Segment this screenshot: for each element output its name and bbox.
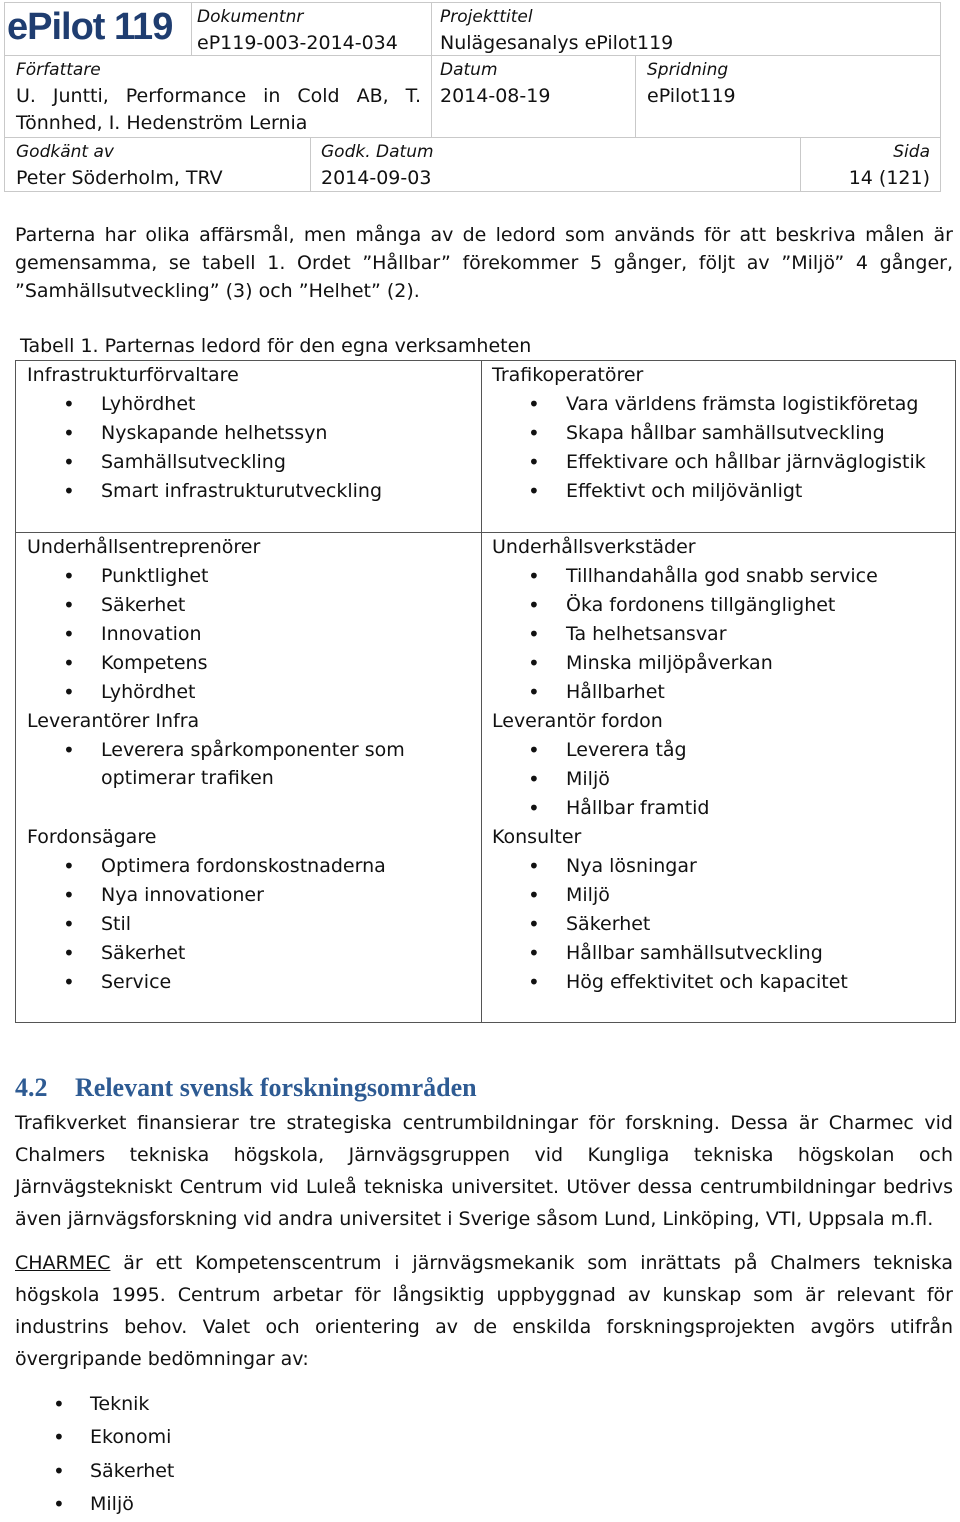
date-cell xyxy=(432,56,636,138)
research-paragraph: Trafikverket finansierar tre strategiska centrumbildningar för forskning. Dessa är Charmec vid Chalmers tekniska högskola, Järnvägsgruppen vid Kungliga tekniska högskolan och Järnvägstekniskt Centrum vid Luleå tekniska universitet. Utöver dessa centrumbildningar bedrivs även järnvägsforskning vid andra universitet i Sverige såsom Lund, Linköping, VTI, Uppsala m.fl. xyxy=(15,1112,953,1230)
group-title: Infrastrukturförvaltare xyxy=(27,364,239,386)
group-vehicle-supplier xyxy=(492,707,946,823)
approved-date-value: 2014-09-03 xyxy=(321,167,432,189)
list-item: • Minska miljöpåverkan xyxy=(492,649,946,678)
charmec-paragraph xyxy=(15,1247,953,1375)
list-item: • Effektivt och miljövänligt xyxy=(492,477,946,506)
project-title-label: Projekttitel xyxy=(440,7,533,27)
list-item: • Skapa hållbar samhällsutveckling xyxy=(492,419,946,448)
list-item: • Samhällsutveckling xyxy=(27,448,481,477)
list-item: • Säkerhet xyxy=(27,591,481,620)
list-item: • Smart infrastrukturutveckling xyxy=(27,477,481,506)
page-value: 14 (121) xyxy=(848,167,930,189)
list-item: • Ekonomi xyxy=(15,1421,174,1454)
doc-number-value: eP119-003-2014-034 xyxy=(197,32,398,54)
group-title: Leverantör fordon xyxy=(492,710,663,732)
group-title: Underhållsentreprenörer xyxy=(27,536,261,558)
group-train-operators xyxy=(492,361,946,506)
section-title: Relevant svensk forskningsområden xyxy=(75,1073,477,1102)
list-item: • Vara världens främsta logistikföretag xyxy=(492,390,946,419)
list-item: • Teknik xyxy=(15,1388,174,1421)
author-cell xyxy=(4,56,432,138)
author-value: U. Juntti, Performance in Cold AB, T. Tönnhed, I. Hedenström Lernia xyxy=(16,85,421,134)
intro-paragraph: Parterna har olika affärsmål, men många av de ledord som används för att beskriva målen är gemensamma, se tabell 1. Ordet ”Hållbar” förekommer 5 gånger, följt av ”Miljö” 4 gånger, ”Samhällsutveckling” (3) och ”Helhet” (2). xyxy=(15,224,953,302)
list-item: • Öka fordonens tillgänglighet xyxy=(492,591,946,620)
approved-by-cell xyxy=(4,138,311,192)
page-label: Sida xyxy=(893,142,930,162)
criteria-list xyxy=(15,1388,174,1522)
logo-cell xyxy=(4,2,192,56)
group-title: Konsulter xyxy=(492,826,582,848)
page-cell xyxy=(801,138,941,192)
list-item: • Innovation xyxy=(27,620,481,649)
group-title: Trafikoperatörer xyxy=(492,364,644,386)
list-item: • Kompetens xyxy=(27,649,481,678)
list-item: • Säkerhet xyxy=(15,1455,174,1488)
list-item: • Hållbar framtid xyxy=(492,794,946,823)
project-title-value: Nulägesanalys ePilot119 xyxy=(440,32,674,54)
date-value: 2014-08-19 xyxy=(440,85,551,107)
distribution-value: ePilot119 xyxy=(647,85,736,107)
group-infrastructure-managers xyxy=(27,361,481,506)
section-number: 4.2 xyxy=(15,1073,48,1102)
charmec-paragraph-text: är ett Kompetenscentrum i järnvägsmekanik som inrättats på Chalmers tekniska högskola 1995. Centrum arbetar för långsiktig uppbyggnad av kunskap som är relevant för industrins behov. Valet och orientering av de enskilda forskningsprojekten avgörs utifrån övergripande bedömningar av: xyxy=(15,1252,953,1370)
list-item: • Optimera fordonskostnaderna xyxy=(27,852,481,881)
approved-date-label: Godk. Datum xyxy=(321,142,434,162)
list-item: • Hög effektivitet och kapacitet xyxy=(492,968,946,997)
list-item: • Säkerhet xyxy=(492,910,946,939)
list-item: • Stil xyxy=(27,910,481,939)
list-item: • Nyskapande helhetssyn xyxy=(27,419,481,448)
approved-by-label: Godkänt av xyxy=(16,142,114,162)
list-item: • Nya lösningar xyxy=(492,852,946,881)
section-heading xyxy=(15,1072,477,1104)
group-title: Fordonsägare xyxy=(27,826,157,848)
group-infra-suppliers xyxy=(27,707,411,792)
group-title: Underhållsverkstäder xyxy=(492,536,696,558)
table-caption: Tabell 1. Parternas ledord för den egna verksamheten xyxy=(20,335,532,357)
list-item: • Tillhandahålla god snabb service xyxy=(492,562,946,591)
project-title-cell xyxy=(432,2,941,56)
charmec-link[interactable]: CHARMEC xyxy=(15,1252,111,1274)
group-consultants xyxy=(492,823,946,997)
doc-number-cell xyxy=(192,2,432,56)
document-header xyxy=(4,2,941,192)
list-item: • Miljö xyxy=(492,765,946,794)
date-label: Datum xyxy=(440,60,498,80)
list-item: • Effektivare och hållbar järnväglogistik xyxy=(492,448,946,477)
group-maintenance-contractors xyxy=(27,533,481,707)
doc-number-label: Dokumentnr xyxy=(197,7,304,27)
distribution-cell xyxy=(636,56,941,138)
list-item: • Ta helhetsansvar xyxy=(492,620,946,649)
group-title: Leverantörer Infra xyxy=(27,710,200,732)
group-vehicle-owners xyxy=(27,823,481,997)
approved-by-value: Peter Söderholm, TRV xyxy=(16,167,223,189)
list-item: • Säkerhet xyxy=(27,939,481,968)
list-item: • Hållbar samhällsutveckling xyxy=(492,939,946,968)
list-item: • Lyhördhet xyxy=(27,678,481,707)
table-column-divider xyxy=(481,361,482,1022)
list-item: • Leverera tåg xyxy=(492,736,946,765)
list-item: • Punktlighet xyxy=(27,562,481,591)
author-label: Författare xyxy=(16,60,101,80)
keywords-table xyxy=(15,360,956,1023)
group-maintenance-workshops xyxy=(492,533,946,707)
list-item: • Miljö xyxy=(492,881,946,910)
list-item: • Miljö xyxy=(15,1488,174,1521)
approved-date-cell xyxy=(311,138,801,192)
list-item: • Nya innovationer xyxy=(27,881,481,910)
distribution-label: Spridning xyxy=(647,60,729,80)
list-item: • Hållbarhet xyxy=(492,678,946,707)
list-item: • Service xyxy=(27,968,481,997)
list-item: • Leverera spårkomponenter som optimerar trafiken xyxy=(27,736,411,792)
epilot-logo: ePilot 119 xyxy=(7,6,173,48)
list-item: • Lyhördhet xyxy=(27,390,481,419)
